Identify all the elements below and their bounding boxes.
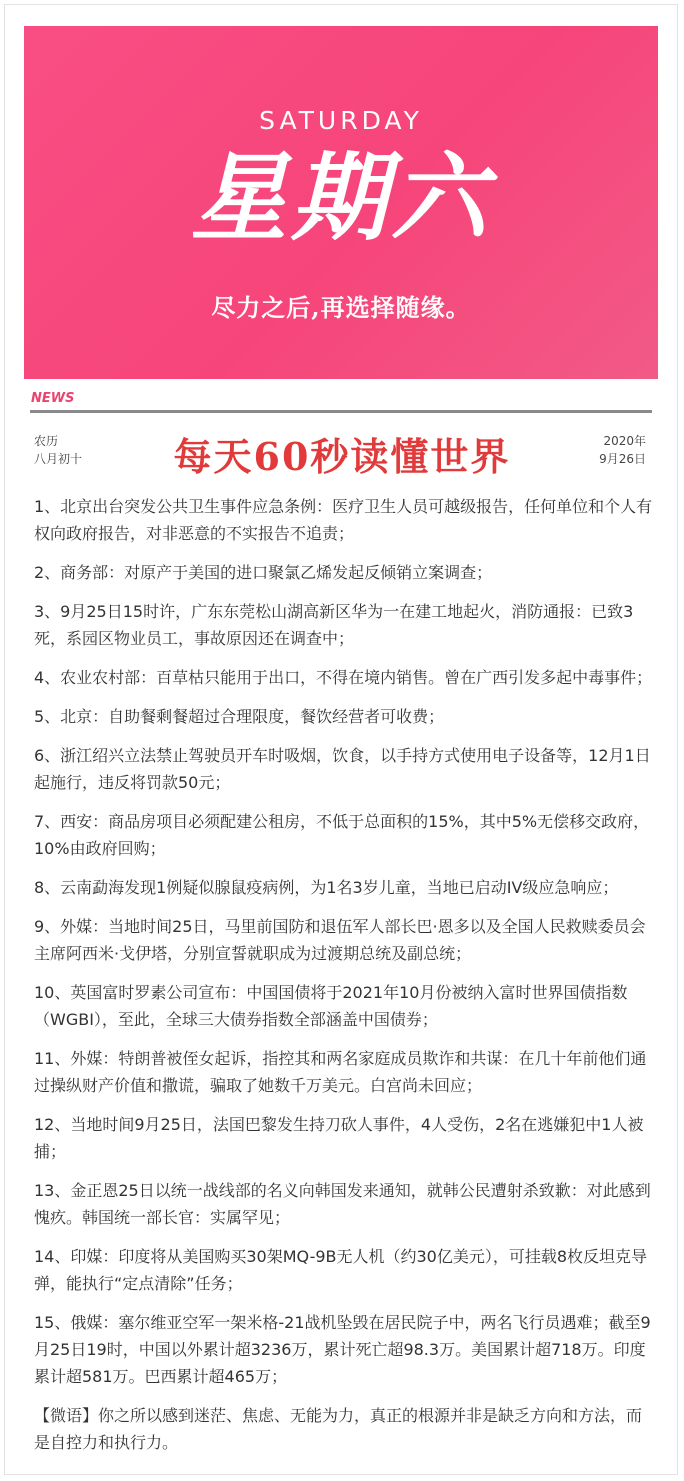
date-year: 2020年 (603, 434, 646, 448)
news-item: 3、9月25日15时许，广东东莞松山湖高新区华为一在建工地起火，消防通报：已致3死，系园区物业员工，事故原因还在调查中； (34, 602, 634, 648)
news-item: 7、西安：商品房项目必须配建公租房，不低于总面积的15%，其中5%无偿移交政府，10%由政府回购； (34, 812, 650, 858)
news-item: 4、农业农村部：百草枯只能用于出口，不得在境内销售。曾在广西引发多起中毒事件； (34, 668, 653, 687)
weekday-banner (24, 26, 658, 379)
daily-quote: 【微语】你之所以感到迷茫、焦虑、无能为力，真正的根源并非是缺乏方向和方法，而是自控力和执行力。 (34, 1406, 643, 1452)
date-month-day: 9月26日 (599, 452, 646, 466)
page-title: 每天60秒读懂世界 (173, 434, 511, 479)
banner-slogan: 尽力之后,再选择随缘。 (211, 293, 471, 322)
lunar-label: 农历 (34, 434, 59, 448)
news-list (34, 493, 656, 1456)
news-item: 10、英国富时罗素公司宣布：中国国债将于2021年10月份被纳入富时世界国债指数（WGBI），至此，全球三大债券指数全部涵盖中国债券； (34, 983, 628, 1029)
news-tag: NEWS (31, 391, 75, 406)
gregorian-date-block (599, 432, 646, 468)
news-item: 11、外媒：特朗普被侄女起诉，指控其和两名家庭成员欺诈和共谋：在几十年前他们通过操纵财产价值和撒谎，骗取了她数千万美元。白宫尚未回应； (34, 1049, 647, 1095)
news-item: 8、云南勐海发现1例疑似腺鼠疫病例，为1名3岁儿童，当地已启动IV级应急响应； (34, 878, 619, 897)
news-item: 1、北京出台突发公共卫生事件应急条例：医疗卫生人员可越级报告，任何单位和个人有权向政府报告，对非恶意的不实报告不追责； (34, 497, 653, 543)
news-item: 2、商务部：对原产于美国的进口聚氯乙烯发起反倾销立案调查； (34, 563, 493, 582)
lunar-date: 八月初十 (34, 452, 83, 466)
news-item: 9、外媒：当地时间25日，马里前国防和退伍军人部长巴·恩多以及全国人民救赎委员会主席阿西米·戈伊塔，分别宣誓就职成为过渡期总统及副总统； (34, 917, 646, 963)
banner-weekday-en: SATURDAY (259, 106, 423, 135)
news-item: 15、俄媒：塞尔维亚空军一架米格-21战机坠毁在居民院子中，两名飞行员遇难；截至9月25日19时，中国以外累计超3236万，累计死亡超98.3万。美国累计超718万。印度累计超581万。巴西累计超465万； (34, 1313, 651, 1386)
news-item: 13、金正恩25日以统一战线部的名义向韩国发来通知，就韩公民遭射杀致歉：对此感到愧疚。韩国统一部长官：实属罕见； (34, 1181, 651, 1227)
news-item: 12、当地时间9月25日，法国巴黎发生持刀砍人事件，4人受伤，2名在逃嫌犯中1人被捕； (34, 1115, 644, 1161)
news-item: 6、浙江绍兴立法禁止驾驶员开车时吸烟，饮食，以手持方式使用电子设备等，12月1日起施行，违反将罚款50元； (34, 746, 651, 792)
news-item: 14、印媒：印度将从美国购买30架MQ-9B无人机（约30亿美元），可挂载8枚反坦克导弹，能执行“定点清除”任务； (34, 1247, 648, 1293)
news-divider (30, 410, 652, 413)
banner-weekday-cn: 星期六 (191, 141, 491, 254)
news-item: 5、北京：自助餐剩餐超过合理限度，餐饮经营者可收费； (34, 707, 445, 726)
